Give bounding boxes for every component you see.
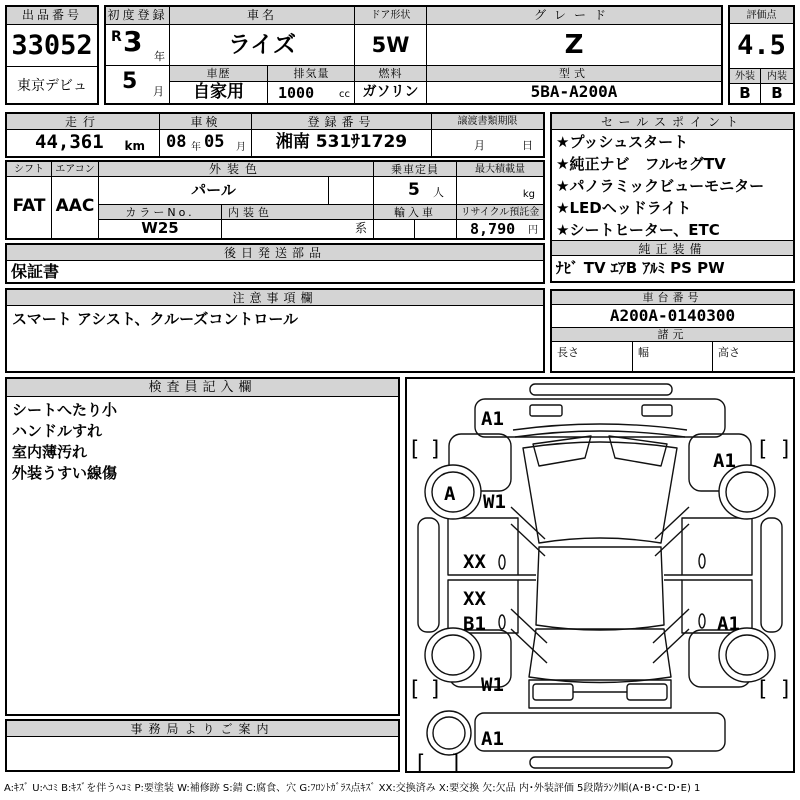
recycle-value xyxy=(457,220,543,238)
damage-mark-a1: A1 xyxy=(481,408,504,430)
ext-color-label: 外装色 xyxy=(99,162,374,177)
inspector-label: 検査員記入欄 xyxy=(7,379,398,397)
score-box xyxy=(728,5,795,105)
damage-mark-a1: A1 xyxy=(481,728,504,750)
mileage-number: 44,361 xyxy=(35,131,104,153)
fuel-value: ガソリン xyxy=(362,84,419,100)
era-letter: R xyxy=(111,29,122,45)
sales-point: ★純正ナビ フルセグTV xyxy=(556,155,726,173)
auction-venue: 東京デビュ xyxy=(17,78,87,94)
inspector-line: 室内薄汚れ xyxy=(12,443,88,461)
capacity-label: 乗車定員 xyxy=(374,162,457,177)
interior-grade-label: 内装 xyxy=(761,69,793,84)
capacity-unit: 人 xyxy=(433,186,444,199)
car-name-cell xyxy=(170,7,355,103)
max-load-unit: kg xyxy=(522,189,535,200)
sales-point: ★プッシュスタート xyxy=(556,133,689,151)
damage-diagram-box xyxy=(405,377,795,773)
corner-bracket: [ xyxy=(411,677,420,701)
vehicle-info-box xyxy=(104,5,723,105)
ext-color-value: パール xyxy=(99,177,329,205)
displacement-unit: cc xyxy=(339,89,350,100)
int-color-value xyxy=(222,220,374,238)
shaken-month: 05 xyxy=(204,132,225,152)
month-unit: 月 xyxy=(153,85,164,98)
capacity-number: 5 xyxy=(408,180,420,200)
shaken-label: 車検 xyxy=(160,114,252,130)
damage-mark-a1: A1 xyxy=(713,450,736,472)
car-name: ライズ xyxy=(170,25,354,66)
displacement-label: 排気量 xyxy=(268,66,355,82)
sales-point: ★パノラミックビューモニター xyxy=(556,177,765,195)
chassis-value: A200A-0140300 xyxy=(552,305,793,328)
auction-box xyxy=(5,5,99,105)
year-unit: 年 xyxy=(154,50,165,63)
spec-row-box xyxy=(5,160,545,240)
sales-point: ★シートヒーター、ETC xyxy=(556,221,720,239)
transfer-deadline-label: 譲渡書類期限 xyxy=(432,114,543,130)
first-registration-cell xyxy=(106,7,170,103)
import-label: 輸入車 xyxy=(374,205,457,220)
exterior-grade-label: 外装 xyxy=(730,69,761,84)
shaken-year: 08 xyxy=(166,132,187,152)
max-load-label: 最大積載量 xyxy=(457,162,543,177)
int-color-label: 内装色 xyxy=(222,205,374,220)
first-registration-month xyxy=(106,66,169,103)
corner-bracket: [ xyxy=(759,437,768,461)
grade-value: Z xyxy=(427,25,721,66)
chassis-box xyxy=(550,289,795,373)
plate-value: 湘南 531ｻ1729 xyxy=(252,130,432,156)
ac-label: エアコン xyxy=(52,162,99,177)
grade-cell xyxy=(427,7,721,103)
car-outline xyxy=(418,384,782,768)
mileage-unit: km xyxy=(124,139,145,153)
corner-bracket: ] xyxy=(431,677,440,701)
damage-mark-w1: W1 xyxy=(481,674,504,696)
chassis-label: 車台番号 xyxy=(552,291,793,305)
int-color-suffix: 系 xyxy=(354,221,367,235)
displacement-number: 1000 xyxy=(278,84,315,102)
inspector-box xyxy=(5,377,400,716)
parts-label: 後日発送部品 xyxy=(7,245,543,261)
import-cell-2 xyxy=(415,220,457,238)
notes-label: 注意事項欄 xyxy=(7,290,543,306)
spec-height-label: 高さ xyxy=(718,346,740,359)
grade-label: グレード xyxy=(427,7,721,25)
spec-length-label: 長さ xyxy=(552,342,633,371)
oem-equipment-value: ﾅﾋﾞ TV ｴｱB ｱﾙﾐ PS PW xyxy=(556,259,725,277)
auction-number: 33052 xyxy=(7,25,97,67)
office-box xyxy=(5,719,400,772)
damage-mark-xx: XX xyxy=(463,588,486,610)
exterior-grade: B xyxy=(730,84,761,103)
era-year: 3 xyxy=(123,25,143,58)
inspector-line: シートへたり小 xyxy=(12,401,118,419)
corner-bracket: [ xyxy=(759,677,768,701)
shift-label: シフト xyxy=(7,162,52,177)
shift-value: FAT xyxy=(7,177,52,238)
ext-color-extra-cell xyxy=(329,177,374,205)
wheels xyxy=(425,465,775,755)
legend-text: A:ｷｽﾞ U:ﾍｺﾐ B:ｷｽﾞを伴うﾍｺﾐ P:要塗装 W:補修跡 S:錆 C:腐食、穴 G:ﾌﾛﾝﾄｶﾞﾗｽ点ｷｽﾞ XX:交換済み X:要交換 欠:欠品 内･外装評価 5段階ﾗﾝｸ順(A･B･C･D･E) 1 xyxy=(4,783,701,794)
damage-mark-a1: A1 xyxy=(717,613,740,635)
model-code-label: 型式 xyxy=(427,66,721,82)
door-shape-cell xyxy=(355,7,427,103)
notes-value: スマート アシスト、クルーズコントロール xyxy=(12,310,299,328)
color-no-value: W25 xyxy=(99,220,222,238)
notes-box xyxy=(5,288,545,373)
color-no-label: カラーNo. xyxy=(99,205,222,220)
corner-bracket: ] xyxy=(781,677,790,701)
fuel-label: 燃料 xyxy=(355,66,426,82)
displacement-value xyxy=(268,82,355,103)
inspector-line: 外装うすい線傷 xyxy=(12,464,118,482)
mileage-row-box xyxy=(5,112,545,158)
transfer-day-unit: 日 xyxy=(522,139,533,152)
month-number: 5 xyxy=(122,69,138,94)
mileage-value xyxy=(7,130,160,156)
first-registration-year xyxy=(106,25,169,66)
corner-bracket: ] xyxy=(451,751,460,771)
oem-equipment-label: 純正装備 xyxy=(552,240,793,256)
ac-value: AAC xyxy=(52,177,99,238)
inspector-lines xyxy=(7,400,398,714)
office-label: 事務局よりご案内 xyxy=(7,721,398,737)
score-value: 4.5 xyxy=(730,24,793,69)
model-code-value: 5BA-A200A xyxy=(530,82,618,101)
damage-mark-w1: W1 xyxy=(483,491,506,513)
corner-bracket: ] xyxy=(431,437,440,461)
inspector-line: ハンドルすれ xyxy=(12,422,103,440)
import-cell-1 xyxy=(374,220,415,238)
damage-mark-b1: B1 xyxy=(463,613,486,635)
sales-points-label: セールスポイント xyxy=(552,114,793,130)
office-content xyxy=(7,737,398,770)
history-label: 車歴 xyxy=(170,66,268,82)
recycle-amount: 8,790 xyxy=(470,220,516,238)
parts-box xyxy=(5,243,545,284)
car-name-label: 車名 xyxy=(170,7,354,25)
damage-mark-a: A xyxy=(444,483,456,505)
door-shape-value: 5W xyxy=(355,25,426,66)
corner-bracket: ] xyxy=(781,437,790,461)
spec-width-label: 幅 xyxy=(633,342,713,371)
history-value: 自家用 xyxy=(170,82,268,103)
parts-value: 保証書 xyxy=(11,262,60,281)
corner-bracket: [ xyxy=(417,751,426,771)
door-shape-label: ドア形状 xyxy=(355,7,426,25)
damage-marks xyxy=(411,408,789,771)
shaken-value xyxy=(160,130,252,156)
car-diagram xyxy=(407,379,793,771)
mileage-label: 走行 xyxy=(7,114,160,130)
transfer-month-unit: 月 xyxy=(474,139,485,152)
recycle-unit: 円 xyxy=(528,225,538,236)
sales-points-list xyxy=(552,131,793,240)
interior-grade: B xyxy=(771,84,783,102)
sales-points-box xyxy=(550,112,795,283)
plate-label: 登録番号 xyxy=(252,114,432,130)
shaken-year-unit: 年 xyxy=(191,142,201,153)
auction-number-label: 出品番号 xyxy=(7,7,97,25)
score-label: 評価点 xyxy=(730,7,793,24)
capacity-value xyxy=(374,177,457,205)
corner-bracket: [ xyxy=(411,437,420,461)
shaken-month-unit: 月 xyxy=(236,142,246,153)
spec-label: 諸元 xyxy=(552,328,793,342)
first-registration-label: 初度登録 xyxy=(106,7,169,25)
sales-point: ★LEDヘッドライト xyxy=(556,199,692,217)
transfer-deadline-value xyxy=(432,130,543,156)
recycle-label: リサイクル預託金 xyxy=(457,205,543,220)
damage-mark-xx: XX xyxy=(463,551,486,573)
max-load-value xyxy=(457,177,543,205)
